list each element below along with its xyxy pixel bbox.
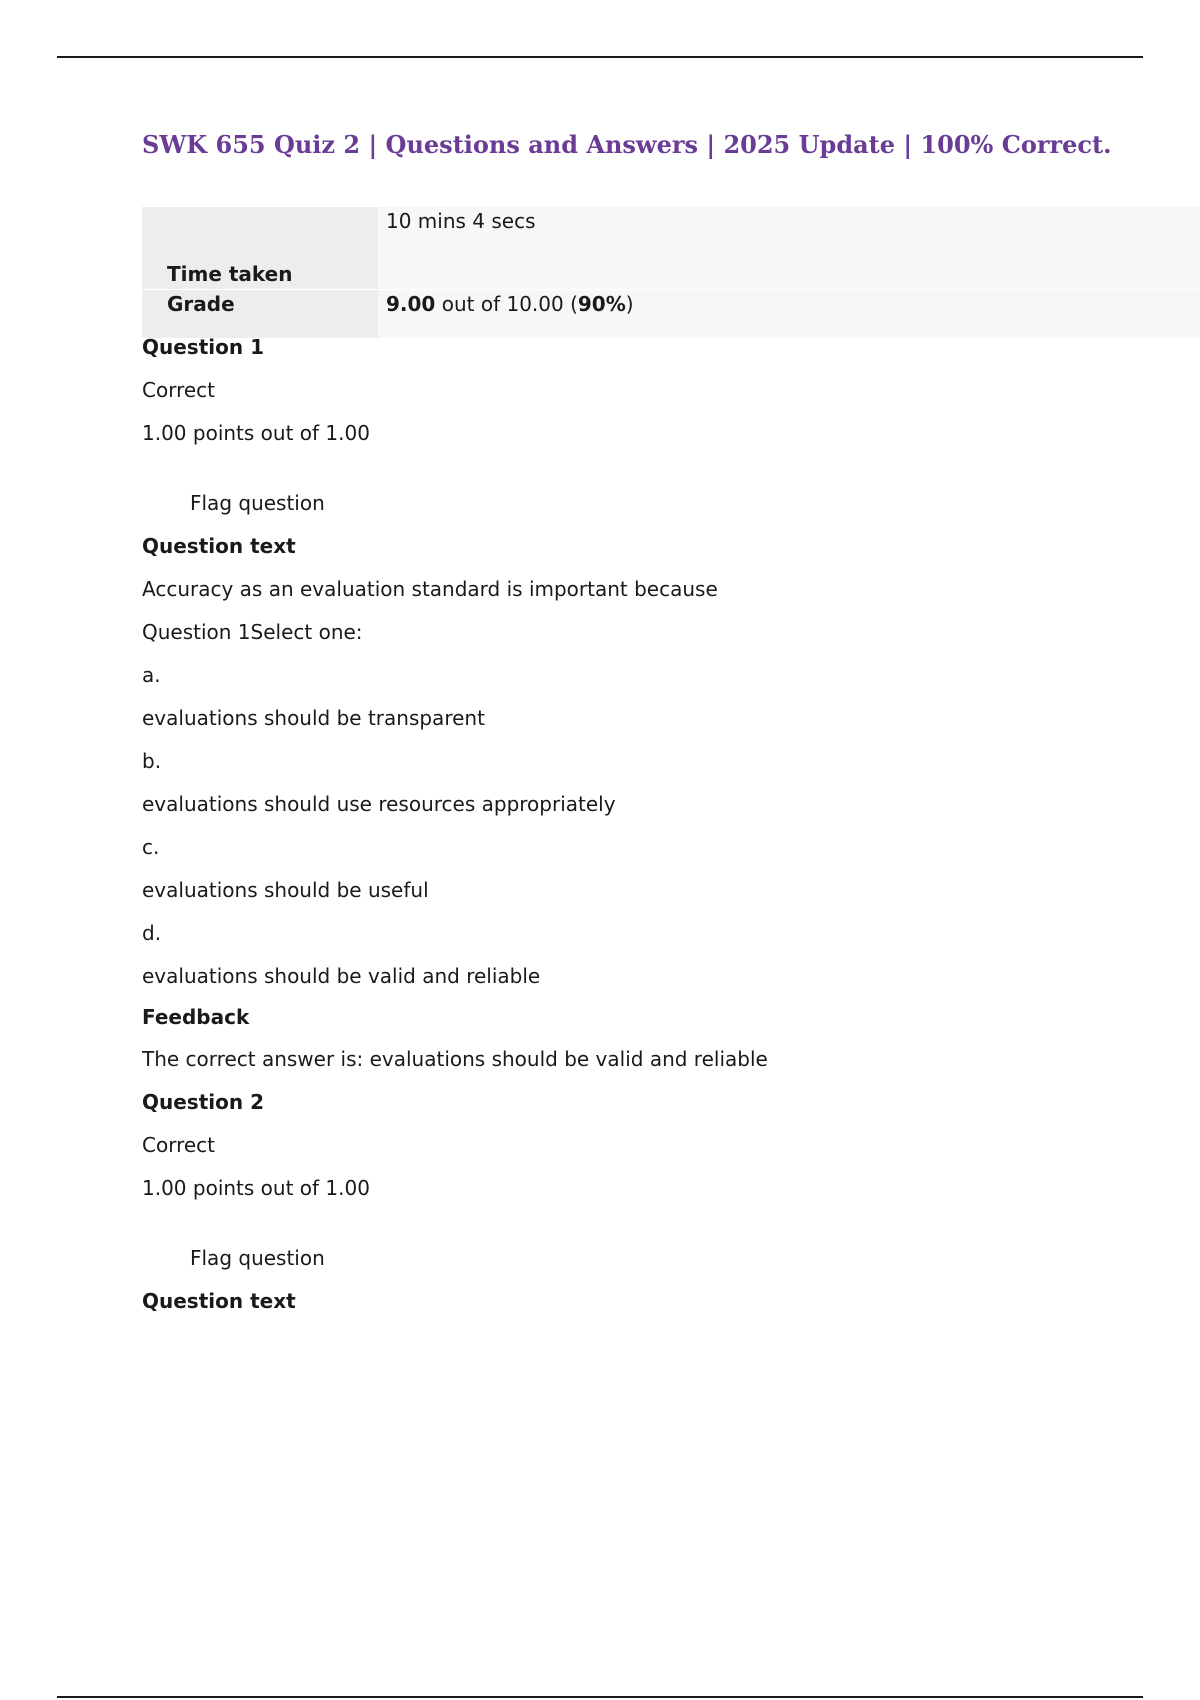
- question-1-feedback: The correct answer is: evaluations should be valid and reliable: [142, 1047, 768, 1071]
- question-1-text: Accuracy as an evaluation standard is important because: [142, 577, 718, 601]
- option-b-letter: b.: [142, 749, 162, 773]
- bottom-rule: [57, 1696, 1143, 1698]
- question-2-flag-button[interactable]: Flag question: [190, 1246, 325, 1270]
- top-rule: [57, 56, 1143, 58]
- option-b-text[interactable]: evaluations should use resources appropriately: [142, 792, 616, 816]
- option-a-text[interactable]: evaluations should be transparent: [142, 706, 485, 730]
- time-taken-label: Time taken: [142, 207, 378, 290]
- question-2-text-heading: Question text: [142, 1289, 296, 1313]
- grade-percent: 90%: [577, 292, 626, 316]
- grade-score: 9.00: [386, 292, 436, 316]
- question-1-status: Correct: [142, 378, 215, 402]
- document-title: SWK 655 Quiz 2 | Questions and Answers | 2025 Update | 100% Correct.: [142, 130, 1112, 159]
- option-c-letter: c.: [142, 835, 160, 859]
- grade-close: ): [625, 292, 634, 316]
- grade-value: [378, 290, 1200, 339]
- summary-row-time: [142, 207, 1200, 290]
- option-c-text[interactable]: evaluations should be useful: [142, 878, 429, 902]
- grade-out-of: out of 10.00 (: [435, 292, 578, 316]
- attempt-summary-table: [142, 207, 1200, 338]
- question-2-status: Correct: [142, 1133, 215, 1157]
- question-1-flag-button[interactable]: Flag question: [190, 491, 325, 515]
- summary-row-grade: [142, 290, 1200, 339]
- time-taken-value: 10 mins 4 secs: [378, 207, 1200, 290]
- option-d-letter: d.: [142, 921, 162, 945]
- question-1-points: 1.00 points out of 1.00: [142, 421, 370, 445]
- option-a-letter: a.: [142, 663, 161, 687]
- question-1-prompt: Question 1Select one:: [142, 620, 363, 644]
- grade-label: Grade: [142, 290, 378, 339]
- option-d-text[interactable]: evaluations should be valid and reliable: [142, 964, 541, 988]
- question-2-points: 1.00 points out of 1.00: [142, 1176, 370, 1200]
- question-1-text-heading: Question text: [142, 534, 296, 558]
- question-1-heading: Question 1: [142, 335, 264, 359]
- question-1-feedback-heading: Feedback: [142, 1005, 250, 1029]
- question-2-heading: Question 2: [142, 1090, 264, 1114]
